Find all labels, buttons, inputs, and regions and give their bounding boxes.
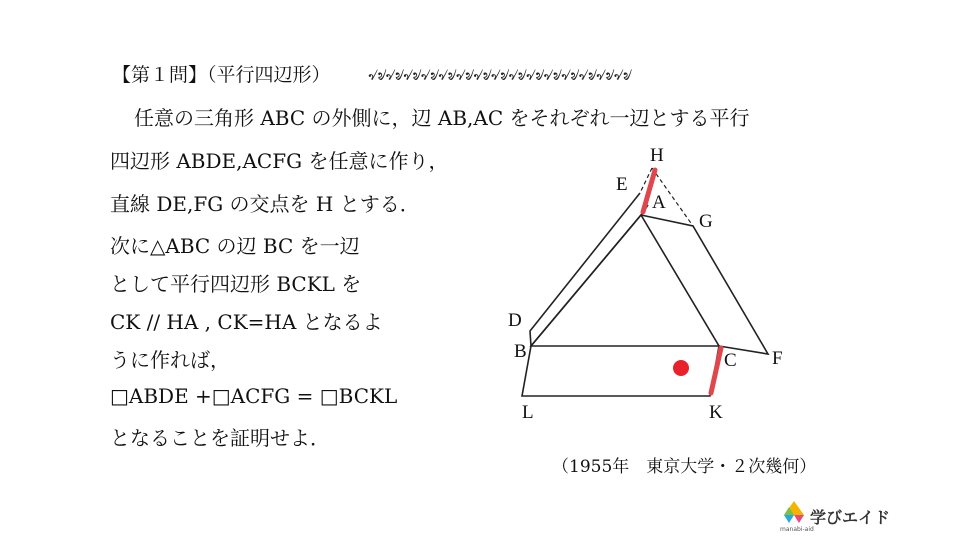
label-e: E (616, 174, 628, 195)
problem-line: として平行四辺形 BCKL を (110, 272, 362, 296)
label-h: H (650, 145, 664, 166)
pointer-dot (673, 360, 689, 376)
problem-line: 四辺形 ABDE,ACFG を任意に作り， (110, 149, 449, 173)
problem-line: うに作れば， (110, 348, 230, 372)
ornament-divider: ৵৶৵৶৵৶৵৶৵৶৵৶৵৶৵৶৵৶৵৶৵৶৵৶৵৶৵৶৵৶ (368, 65, 632, 85)
problem-line: 次に△ABC の辺 BC を一辺 (110, 234, 360, 258)
label-c: C (724, 350, 737, 371)
problem-line: CK // HA , CK=HA となるよ (110, 310, 383, 334)
parallelogram-acfg (641, 215, 768, 354)
label-l: L (522, 402, 534, 423)
label-b: B (514, 341, 527, 362)
parallelogram-abde (530, 193, 648, 346)
logo-icon (780, 499, 808, 525)
problem-title: 【第１問】（平行四辺形） (112, 64, 331, 86)
label-d: D (508, 310, 522, 331)
logo-subtext: manabi-aid (780, 526, 814, 533)
problem-line: となることを証明せよ． (110, 426, 330, 450)
label-f: F (772, 348, 783, 369)
highlight-ck (711, 348, 721, 393)
problem-line: 任意の三角形 ABC の外側に，辺 AB,AC をそれぞれ一辺とする平行 (134, 106, 750, 130)
problem-line: □ABDE +□ACFG = □BCKL (110, 384, 398, 408)
problem-line: 直線 DE,FG の交点を H とする． (110, 192, 420, 216)
logo-text: 学びエイド (810, 508, 891, 527)
source-citation: （1955年 東京大学・２次幾何） (552, 457, 817, 477)
label-g: G (699, 211, 713, 232)
label-a: A (652, 192, 666, 213)
triangle-abc (531, 215, 719, 346)
label-k: K (709, 402, 723, 423)
parallelogram-bckl (522, 346, 719, 396)
